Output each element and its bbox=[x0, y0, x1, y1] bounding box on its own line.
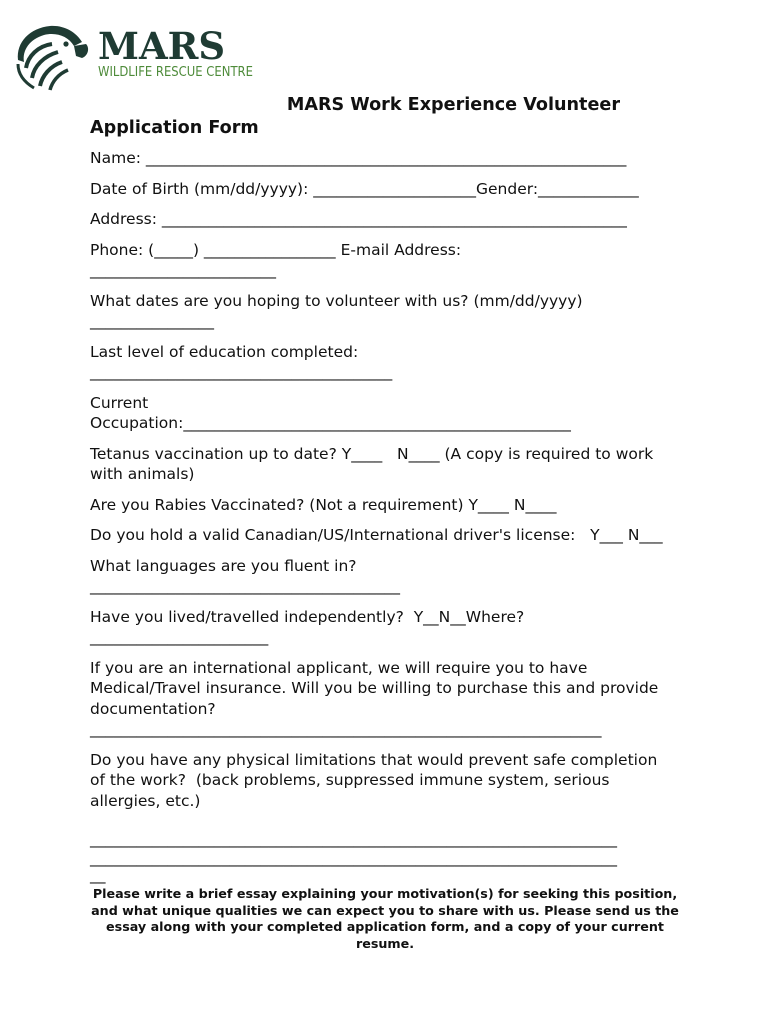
occupation-field[interactable]: Current Occupation:__________________________________________________ bbox=[90, 393, 571, 432]
drivers-license-field[interactable]: Do you hold a valid Canadian/US/International driver's license: Y___ N___ bbox=[90, 526, 663, 544]
tetanus-field[interactable]: Tetanus vaccination up to date? Y____ N____ (A copy is required to work with animals) bbox=[90, 444, 654, 483]
limitations-answer-line[interactable]: ____________________________________________________________________ bbox=[90, 830, 617, 848]
rabies-field[interactable]: Are you Rabies Vaccinated? (Not a requirement) Y____ N____ bbox=[90, 495, 557, 514]
name-field[interactable]: Name: ______________________________________________________________ bbox=[90, 149, 627, 167]
phone-email-field[interactable]: Phone: (_____) _________________ E-mail Address: ________________________ bbox=[90, 240, 462, 279]
mars-logo bbox=[12, 22, 252, 92]
essay-instructions: Please write a brief essay explaining your motivation(s) for seeking this position, and what unique qualities we can expect you to share with us. Please send us the essay along with your completed application form, and a copy of your current resume. bbox=[91, 886, 679, 951]
form-title-line2: Application Form bbox=[90, 118, 259, 138]
insurance-field[interactable]: If you are an international applicant, we will require you to have Medical/Travel insurance. Will you be willing to purchase this and provide documentation? __________________________________________________________________ bbox=[90, 658, 659, 738]
form-body bbox=[90, 94, 690, 894]
volunteer-dates-field[interactable]: What dates are you hoping to volunteer with us? (mm/dd/yyyy) ________________ bbox=[90, 291, 583, 330]
lived-independently-field[interactable]: Have you lived/travelled independently? Y__N__Where? _______________________ bbox=[90, 607, 525, 646]
logo-subtitle: WILDLIFE RESCUE CENTRE bbox=[98, 64, 253, 80]
education-field[interactable]: Last level of education completed: _______________________________________ bbox=[90, 342, 393, 381]
physical-limitations-field: Do you have any physical limitations that would prevent safe completion of the work? (back problems, suppressed immune system, serious allergies, etc.) bbox=[90, 750, 658, 810]
logo-name: MARS bbox=[98, 24, 226, 68]
address-field[interactable]: Address: ____________________________________________________________ bbox=[90, 210, 627, 228]
form-title-line1: MARS Work Experience Volunteer bbox=[286, 95, 620, 115]
dob-gender-field[interactable]: Date of Birth (mm/dd/yyyy): _____________________Gender:_____________ bbox=[90, 179, 639, 198]
limitations-answer-line[interactable]: ____________________________________________________________________ __ bbox=[90, 848, 617, 884]
eagle-head-icon bbox=[12, 22, 94, 92]
languages-field[interactable]: What languages are you fluent in? ________________________________________ bbox=[90, 556, 400, 595]
